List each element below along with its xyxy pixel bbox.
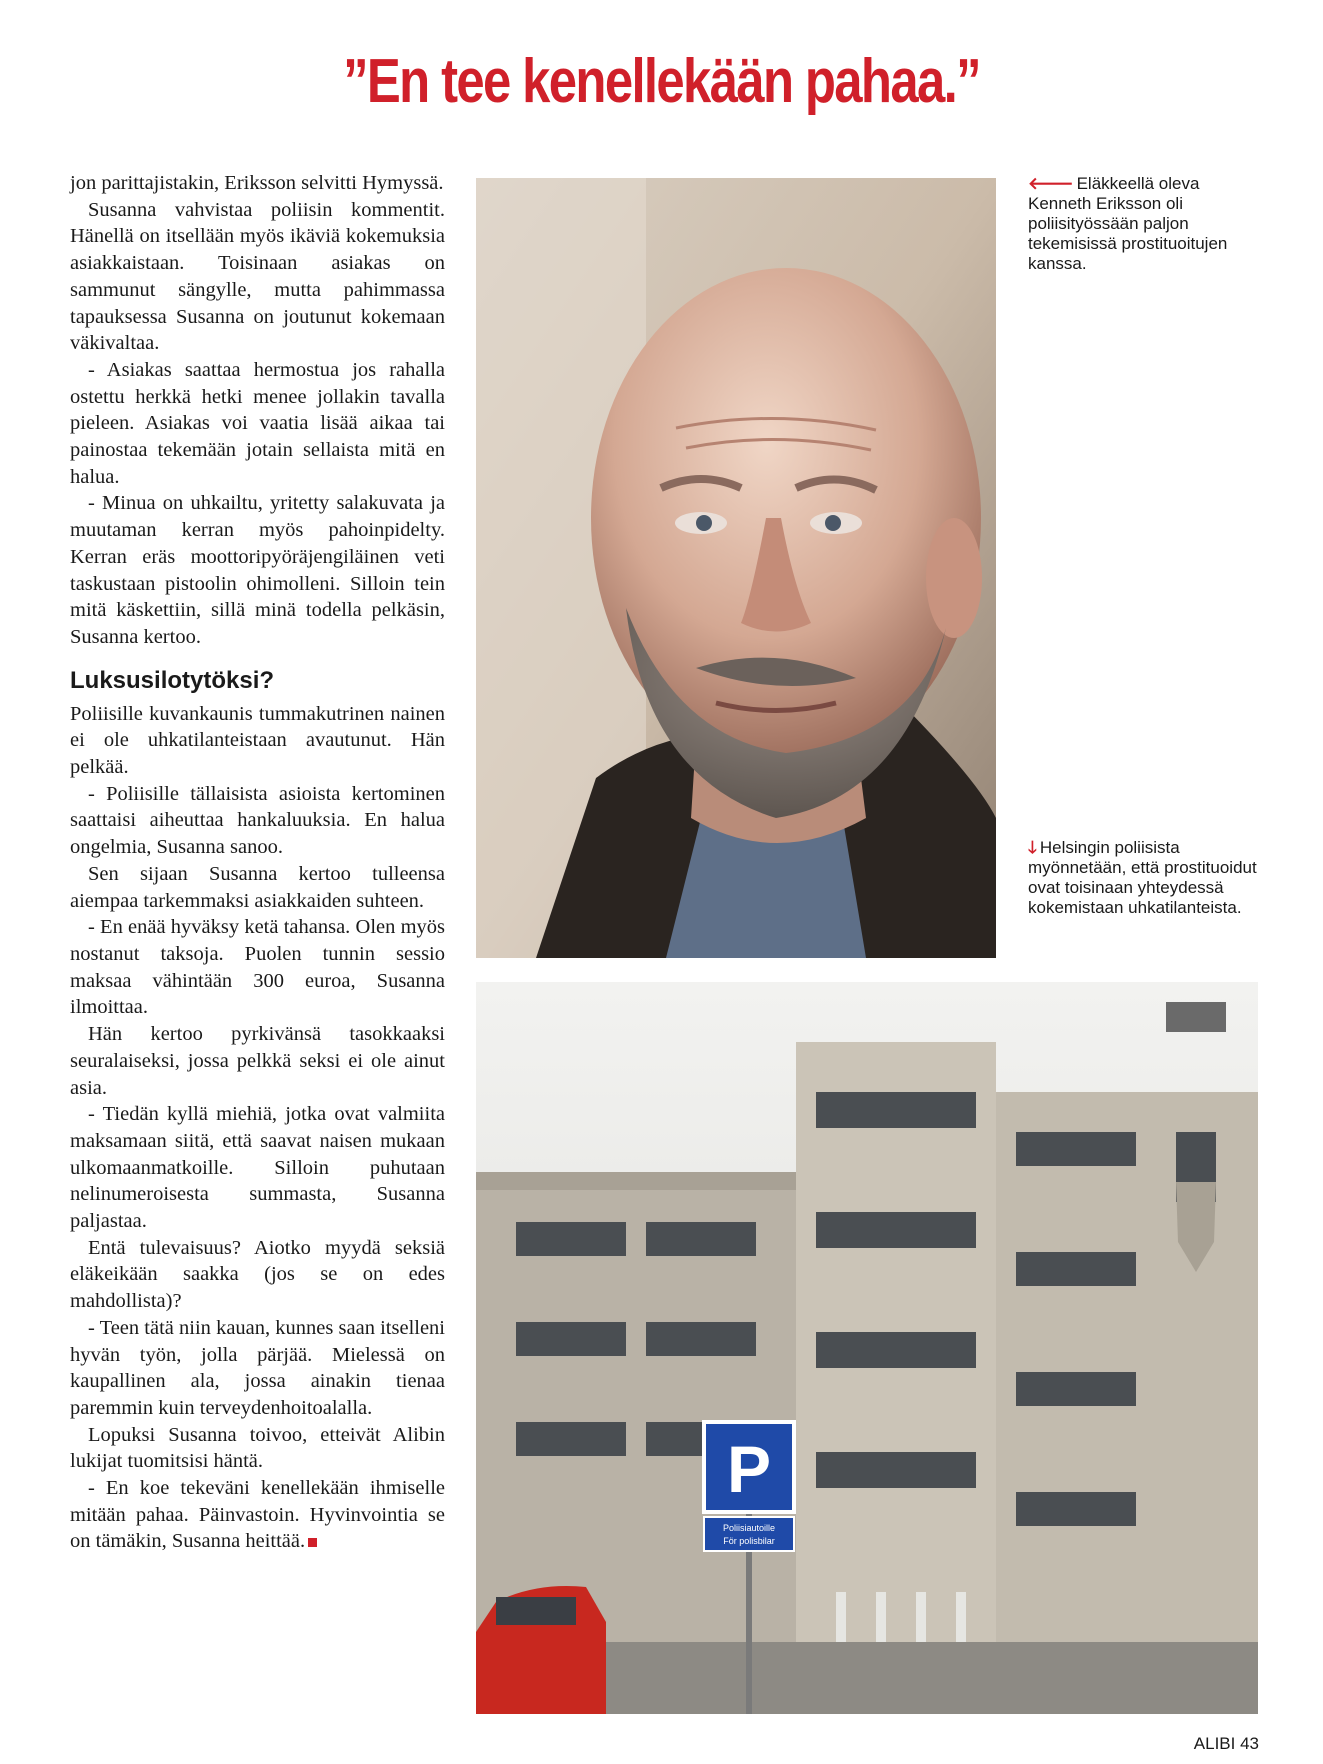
portrait-illustration bbox=[476, 178, 996, 958]
paragraph: - En enää hyväksy ketä tahansa. Olen myös nostanut taksoja. Puolen tunnin sessio maksaa vähintään 300 euroa, Susanna ilmoittaa. bbox=[70, 916, 445, 1019]
paragraph: - Poliisille tällaisista asioista kertominen saattaisi aiheuttaa hankaluuksia. En halua ongelmia, Susanna sanoo. bbox=[70, 782, 445, 859]
paragraph-final-text: - En koe tekeväni kenellekään ihmiselle mitään pahaa. Päinvastoin. Hyvinvointia se on tämäkin, Susanna heittää. bbox=[70, 1477, 445, 1553]
paragraph: jon parittajistakin, Eriksson selvitti Hymyssä. bbox=[70, 172, 444, 194]
parking-sign-line-1: Poliisiautoille bbox=[722, 1523, 776, 1533]
paragraph: - Minua on uhkailtu, yritetty salakuvata ja muutaman kerran myös pahoinpidelty. Kerran eräs moottoripyöräjengiläinen veti taskustaan pistoolin ohimolleni. Silloin tein mitä käskettiin, sillä minä todella pelkäsin, Susanna kertoo. bbox=[70, 492, 445, 648]
portrait-caption bbox=[1028, 174, 1258, 274]
paragraph: Susanna vahvistaa poliisin kommentit. Hänellä on itsellään myös ikäviä kokemuksia asiakkaistaan. Toisinaan asiakas on sammunut sängylle, mutta pahimmassa tapauksessa Susanna on joutunut kokemaan väkivaltaa. bbox=[70, 198, 445, 355]
paragraph: Lopuksi Susanna toivoo, etteivät Alibin lukijat tuomitsisi häntä. bbox=[70, 1423, 445, 1473]
arrow-down-icon: 🡓 bbox=[1028, 838, 1037, 857]
paragraph: - Asiakas saattaa hermostua jos rahalla ostettu herkkä hetki menee jollakin tavalla pieleen. Asiakas voi vaatia lisää aikaa tai painostaa tekemään jotain sellaista mitä en halua. bbox=[70, 358, 445, 488]
police-building-photo bbox=[476, 982, 1258, 1714]
paragraph: Entä tulevaisuus? Aiotko myydä seksiä eläkeikään saakka (jos se on edes mahdollista)? bbox=[70, 1236, 445, 1313]
parking-sign-line-2: För polisbilar bbox=[723, 1536, 775, 1546]
building-caption bbox=[1028, 838, 1258, 918]
portrait-caption-text: Eläkkeellä oleva Kenneth Eriksson oli poliisityössään paljon tekemisissä prostituoitujen kanssa. bbox=[1028, 174, 1228, 273]
headline: ”En tee kenellekään pahaa.” bbox=[343, 47, 980, 116]
page-folio: ALIBI 43 bbox=[1193, 1734, 1259, 1753]
paragraph: Poliisille kuvankaunis tummakutrinen nainen ei ole uhkatilanteistaan avautunut. Hän pelkää. bbox=[70, 702, 445, 779]
paragraph: Hän kertoo pyrkivänsä tasokkaaksi seuralaiseksi, jossa pelkkä seksi ei ole ainut asia. bbox=[70, 1023, 445, 1099]
paragraph: - Teen tätä niin kauan, kunnes saan itselleni hyvän työn, jolla pärjää. Mielessä on kaupallinen ala, jossa ainakin tienaa paremmin kuin terveydenhoitoalalla. bbox=[70, 1316, 445, 1419]
article-body bbox=[70, 170, 445, 1555]
portrait-photo bbox=[476, 178, 996, 958]
paragraph: Sen sijaan Susanna kertoo tulleensa aiempaa tarkemmaksi asiakkaiden suhteen. bbox=[70, 862, 445, 912]
building-illustration bbox=[476, 982, 1258, 1714]
arrow-left-icon: 🡐 bbox=[1028, 174, 1074, 193]
paragraph-final bbox=[70, 1475, 445, 1555]
subheading: Luksusilotytöksi? bbox=[70, 666, 275, 694]
building-caption-text: Helsingin poliisista myönnetään, että prostituoidut ovat toisinaan yhteydessä kokemistaan uhkatilanteista. bbox=[1028, 838, 1257, 917]
parking-sign-letter: P bbox=[726, 1432, 772, 1506]
paragraph: - Tiedän kyllä miehiä, jotka ovat valmiita maksamaan siitä, että saavat naisen mukaan ulkomaanmatkoille. Silloin puhutaan nelinumeroisesta summasta, Susanna paljastaa. bbox=[70, 1103, 445, 1233]
end-of-article-mark bbox=[308, 1538, 317, 1547]
